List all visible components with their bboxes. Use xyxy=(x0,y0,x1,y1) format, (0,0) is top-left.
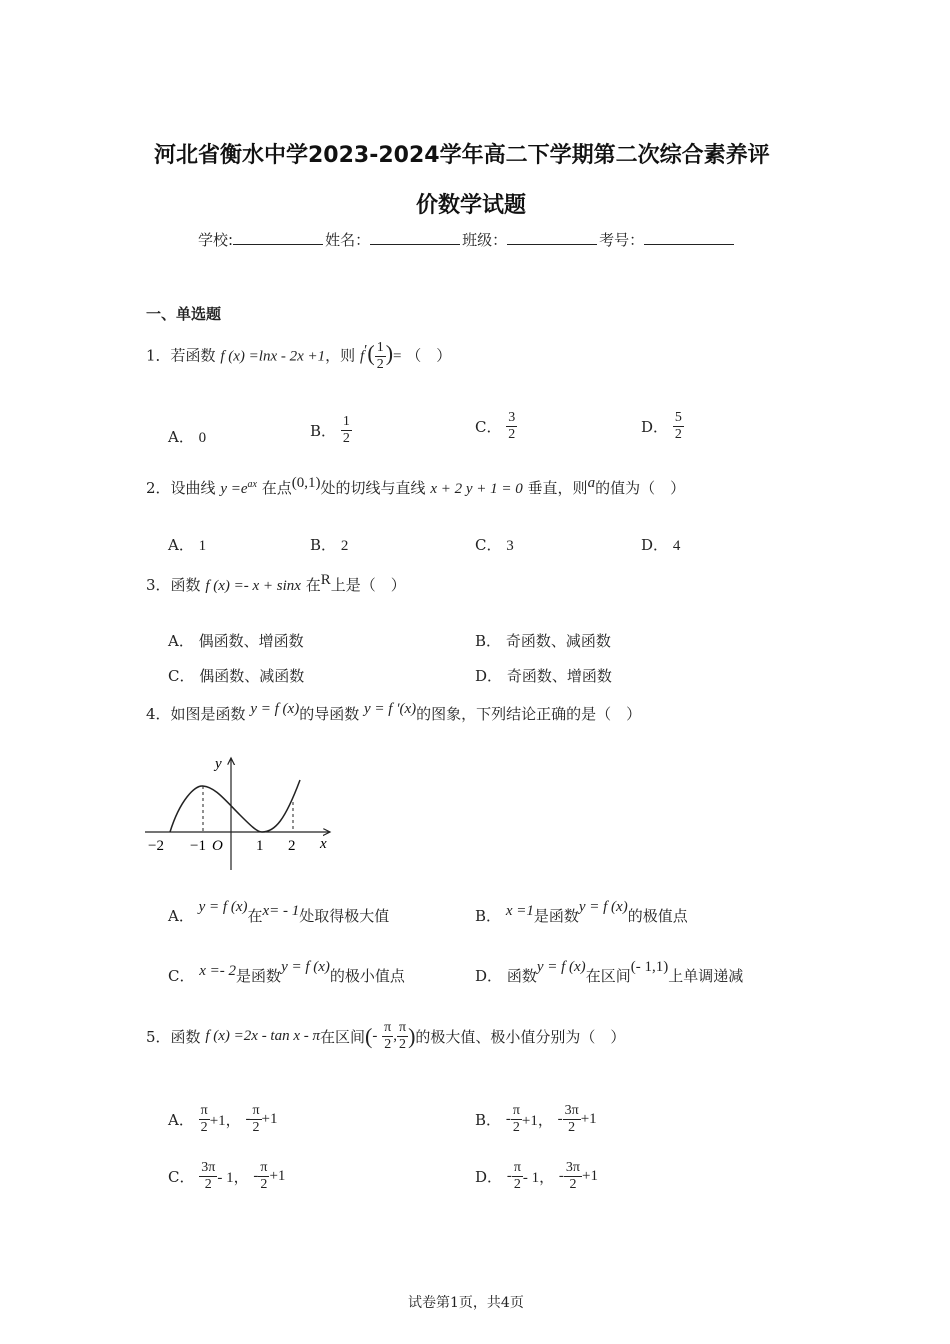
x-axis-label: x xyxy=(320,836,327,852)
school-label: 学校: xyxy=(198,231,234,249)
paren-open: ( xyxy=(365,1023,373,1049)
math-expression: y =e xyxy=(220,481,248,497)
math-expression: f xyxy=(359,348,365,365)
answer-blank: （ ） xyxy=(406,346,452,365)
q3-option-b[interactable]: B． 奇函数、减函数 xyxy=(475,632,611,650)
exam-title-line2: 价数学试题 xyxy=(416,193,527,218)
q4-option-c[interactable]: C． x =- 2是函数y = f (x)的极小值点 xyxy=(168,959,405,985)
question-4: 4．如图是函数 y = f (x)的导函数 y = f ′(x)的图象，下列结论正确的是（ ） xyxy=(146,701,642,723)
question-text: 若函数 xyxy=(170,346,216,365)
name-label: 姓名： xyxy=(325,231,371,249)
math-expression: x + 2 y + 1 = 0 xyxy=(430,481,523,497)
tick-label: 1 xyxy=(256,838,264,854)
student-info-row xyxy=(198,229,736,250)
question-3: 3．函数 f (x) =- x + sinx 在R上是（ ） xyxy=(146,572,406,594)
class-label: 班级： xyxy=(462,231,508,249)
question-1 xyxy=(146,340,451,373)
school-blank[interactable] xyxy=(233,230,323,245)
y-axis-label: y xyxy=(215,756,222,772)
math-expression: f (x) =- x + sinx xyxy=(205,578,301,594)
q5-option-d[interactable]: D． - $\frac{\pi}{2}$ - 1， - $\frac{3\pi}{2}$ +1 xyxy=(475,1160,598,1192)
tick-label: 2 xyxy=(288,838,296,854)
fraction: $\frac{1}{2}$ xyxy=(376,340,384,372)
question-number: 1． xyxy=(146,346,171,365)
name-blank[interactable] xyxy=(370,230,460,245)
q3-option-d[interactable]: D． 奇函数、增函数 xyxy=(475,667,612,685)
derivative-graph xyxy=(140,750,340,875)
number-blank[interactable] xyxy=(644,230,734,245)
page-footer: 试卷第1页，共4页 xyxy=(408,1295,524,1311)
math-expression: y = f ′(x) xyxy=(364,701,417,717)
tick-label: −1 xyxy=(190,838,206,854)
q4-option-d[interactable]: D． 函数y = f (x)在区间(- 1,1)上单调递减 xyxy=(475,959,744,985)
math-point: (0,1) xyxy=(291,475,321,491)
section-heading: 一、单选题 xyxy=(146,305,222,323)
q3-option-a[interactable]: A． 偶函数、增函数 xyxy=(168,632,304,650)
q1-option-c[interactable]: C． $\frac{3}{2}$ xyxy=(475,410,516,442)
equals-sign: = xyxy=(393,348,402,365)
class-blank[interactable] xyxy=(507,230,597,245)
math-expression: f (x) =lnx - 2x +1 xyxy=(220,348,326,365)
math-expression: f (x) =2x - tan x - π xyxy=(205,1028,321,1044)
q5-option-a[interactable]: A． $\frac{\pi}{2}$ +1， - $\frac{\pi}{2}$ +1 xyxy=(168,1103,278,1135)
derivative-curve xyxy=(170,780,300,832)
q2-option-a[interactable]: A． 1 xyxy=(168,536,207,554)
q2-option-c[interactable]: C． 3 xyxy=(475,536,514,554)
q2-option-d[interactable]: D． 4 xyxy=(641,536,681,554)
paren-open: ( xyxy=(367,340,375,366)
number-label: 考号： xyxy=(599,231,645,249)
q1-option-d[interactable]: D． $\frac{5}{2}$ xyxy=(641,410,682,442)
q1-option-a[interactable]: A． 0 xyxy=(168,428,207,446)
q4-option-a[interactable]: A． y = f (x)在x= - 1处取得极大值 xyxy=(168,899,390,925)
q5-option-b[interactable]: B． - $\frac{\pi}{2}$ +1， - $\frac{3\pi}{2}$ +1 xyxy=(475,1103,597,1135)
question-text: ，则 xyxy=(325,346,356,365)
question-2: 2．设曲线 $y =e^{ax}$ 在点(0,1)处的切线与直线 x + 2 y + 1 = 0 垂直，则a的值为（ ） xyxy=(146,475,686,497)
paren-close: ) xyxy=(408,1023,416,1049)
question-5: 5．函数 f (x) =2x - tan x - π在区间(- $\frac{\pi}{2}$ , $\frac{\pi}{2}$ )的极大值、极小值分别为（ ） xyxy=(146,1020,626,1052)
q2-option-b[interactable]: B． 2 xyxy=(310,536,349,554)
exam-title-line1: 河北省衡水中学2023-2024学年高二下学期第二次综合素养评 xyxy=(154,143,770,168)
tick-label: −2 xyxy=(148,838,164,854)
math-expression: y = f (x) xyxy=(250,701,300,717)
q1-option-b[interactable]: B． $\frac{1}{2}$ xyxy=(310,414,350,446)
paren-close: ) xyxy=(385,340,394,366)
math-prime: ′ xyxy=(364,342,368,359)
q5-option-c[interactable]: C． $\frac{3\pi}{2}$ - 1， - $\frac{\pi}{2}$ +1 xyxy=(168,1160,286,1192)
origin-label: O xyxy=(212,838,223,854)
q4-option-b[interactable]: B． x =1是函数y = f (x)的极值点 xyxy=(475,899,688,925)
q3-option-c[interactable]: C． 偶函数、减函数 xyxy=(168,667,305,685)
